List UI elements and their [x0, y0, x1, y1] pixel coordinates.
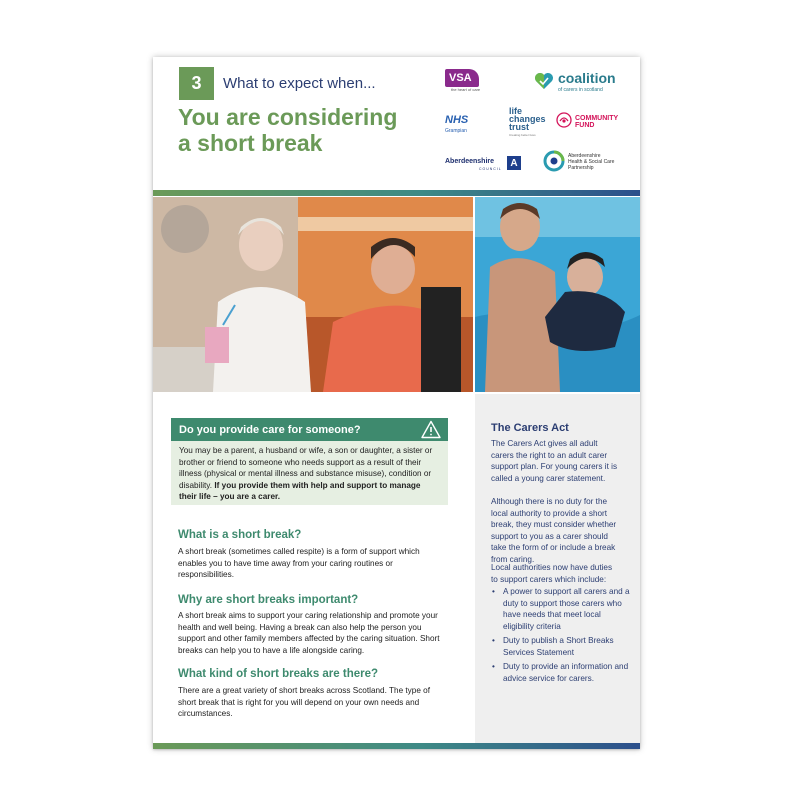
life-changes-line-2: changes	[509, 114, 546, 124]
callout-bold-text: If you provide them with help and support to manage their life – you are a carer.	[179, 480, 421, 501]
section-number-badge: 3	[179, 67, 214, 100]
section-text-what-is: A short break (sometimes called respite) is a form of support which enables you to have time away from your caring routines or responsibilities.	[178, 547, 420, 579]
carers-photo	[153, 197, 473, 392]
callout-heading	[171, 418, 448, 441]
lottery-hand-icon	[556, 112, 572, 128]
title-line-2: a short break	[178, 130, 323, 156]
section-heading-why-important: Why are short breaks important?	[178, 594, 359, 606]
section-text-what-kind: There are a great variety of short breaks across Scotland. The type of short break that is right for you will depend on your own needs and circumstances.	[178, 686, 430, 718]
hscp-line-3: Partnership	[568, 165, 594, 171]
aberdeenshire-a-icon: A	[507, 156, 521, 170]
section-heading-what-kind: What kind of short breaks are there?	[178, 668, 379, 680]
sidebar-paragraph-2: Although there is no duty for the local authority to provide a short break, they must consider whether support to you as a carer should take the form of or include a break from caring.	[491, 497, 617, 564]
hscp-logo-text	[568, 153, 638, 171]
community-fund-line-2: FUND	[575, 122, 595, 129]
leaflet-page	[153, 57, 640, 749]
coalition-heart-icon	[534, 71, 554, 91]
warning-icon	[421, 420, 441, 439]
title-line-1: You are considering	[178, 104, 398, 130]
life-changes-line-1: life	[509, 106, 523, 116]
list-item: • Duty to provide an information and advice service for carers.	[491, 661, 631, 684]
nhs-logo-sub: Grampian	[445, 128, 467, 134]
what-to-expect-label: What to expect when...	[223, 75, 376, 92]
coalition-logo-text: coalition	[558, 70, 616, 86]
header-gradient-bar	[153, 190, 640, 196]
coalition-logo-sub: of carers in scotland	[558, 87, 603, 93]
section-heading-what-is: What is a short break?	[178, 529, 302, 541]
footer-gradient-bar	[153, 743, 640, 749]
callout-body	[171, 441, 448, 505]
sidebar-duties-list	[491, 586, 631, 687]
page-title	[178, 104, 428, 156]
section-text-why-important: A short break aims to support your caring relationship and promote your health and well being. Having a break can also help the person you support and other family members affected by the caring situation. Short breaks can help you to have a life alongside caring.	[178, 611, 440, 655]
sidebar-heading: The Carers Act	[491, 422, 569, 434]
nhs-logo: NHS	[445, 114, 469, 126]
aberdeenshire-council-sub: COUNCIL	[479, 167, 502, 171]
pool-photo	[475, 197, 640, 392]
community-fund-logo	[575, 115, 618, 129]
list-item: • A power to support all carers and a duty to support those carers who have needs that meet local eligibility criteria	[491, 586, 631, 632]
vsa-tagline: the heart of care	[451, 87, 481, 92]
life-changes-tagline: Creating better lives	[509, 133, 536, 137]
aberdeenshire-council-logo: Aberdeenshire	[445, 158, 495, 165]
list-item: • Duty to publish a Short Breaks Services Statement	[491, 635, 631, 658]
life-changes-trust-logo	[509, 107, 546, 131]
sidebar-paragraph-3: Local authorities now have duties to support carers which include:	[491, 563, 613, 584]
sidebar-paragraph-1: The Carers Act gives all adult carers the right to an adult carer support plan. For young carers it is called a young carer statement.	[491, 439, 618, 483]
hscp-line-2: Health & Social Care	[568, 159, 615, 165]
carers-act-sidebar	[475, 394, 640, 744]
callout-text: You may be a parent, a husband or wife, a son or daughter, a sister or brother or friend to someone who needs support as a result of their illness (physical or mental illness and substance misuse), condition or disability.	[179, 446, 433, 490]
hscp-line-1: Aberdeenshire	[568, 153, 601, 159]
life-changes-line-3: trust	[509, 122, 529, 132]
community-fund-line-1: COMMUNITY	[575, 115, 619, 122]
vsa-logo: VSA	[445, 69, 479, 87]
callout-heading-text: Do you provide care for someone?	[179, 423, 361, 436]
hscp-circle-icon	[543, 150, 565, 172]
